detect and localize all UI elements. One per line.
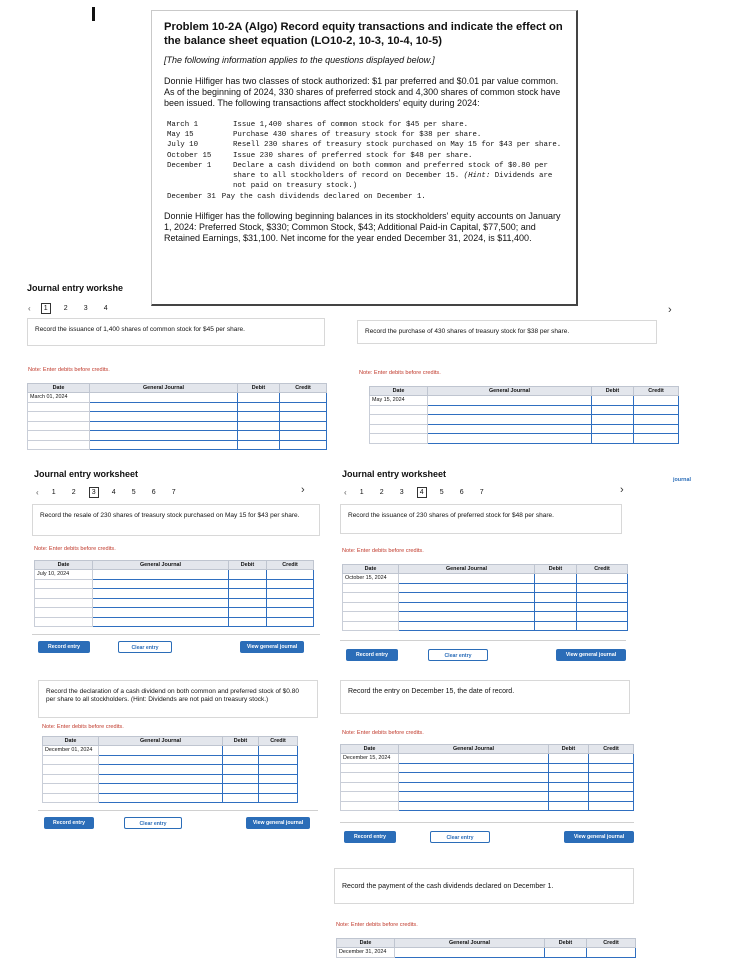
prev-arrow-icon[interactable]: ‹ xyxy=(344,488,347,497)
account-input[interactable] xyxy=(399,583,535,593)
instruction-box: Record the declaration of a cash dividend on both common and preferred stock of $0.80 per share to all stockholders. (Hint: Dividends are not paid on treasury stock.) xyxy=(38,680,318,718)
debit-input[interactable] xyxy=(223,793,259,803)
debit-input[interactable] xyxy=(229,589,267,599)
credit-input[interactable] xyxy=(577,621,628,631)
date-cell: March 01, 2024 xyxy=(28,393,90,403)
account-input[interactable] xyxy=(428,424,592,434)
page-2[interactable]: 2 xyxy=(71,489,76,496)
debit-input[interactable] xyxy=(223,765,259,775)
next-arrow-icon[interactable]: › xyxy=(668,304,672,316)
debit-input[interactable] xyxy=(535,612,577,622)
credit-input[interactable] xyxy=(280,393,327,403)
debit-input[interactable] xyxy=(549,763,589,773)
pager xyxy=(28,303,111,314)
page-3[interactable]: 3 xyxy=(83,305,88,312)
debit-input[interactable] xyxy=(535,602,577,612)
credit-input[interactable] xyxy=(577,612,628,622)
debit-input[interactable] xyxy=(229,617,267,627)
account-input[interactable] xyxy=(428,405,592,415)
credit-input[interactable] xyxy=(634,424,679,434)
debit-input[interactable] xyxy=(535,621,577,631)
worksheet-title: Journal entry workshe xyxy=(27,283,124,293)
view-general-journal-button[interactable]: View general journal xyxy=(240,641,304,653)
account-input[interactable] xyxy=(428,396,592,406)
instruction-box: Record the payment of the cash dividends declared on December 1. xyxy=(334,868,634,904)
divider xyxy=(38,810,318,811)
page-5[interactable]: 5 xyxy=(131,489,136,496)
note-text: Note: Enter debits before credits. xyxy=(342,730,424,736)
instruction-box: Record the resale of 230 shares of treasury stock purchased on May 15 for $43 per share. xyxy=(32,504,320,536)
hint-label: (Hint: xyxy=(463,172,491,181)
debit-input[interactable] xyxy=(535,574,577,584)
worksheet-title: Journal entry worksheet xyxy=(34,469,139,479)
record-entry-button[interactable]: Record entry xyxy=(344,831,396,843)
date-cell: December 15, 2024 xyxy=(341,754,399,764)
page-4[interactable]: 4 xyxy=(111,489,116,496)
journal-table: Date General Journal Debit Credit July 10, 2024 xyxy=(34,560,314,627)
journal-table: Date General Journal Debit Credit October 15, 2024 xyxy=(342,564,628,631)
credit-input[interactable] xyxy=(634,396,679,406)
debit-input[interactable] xyxy=(592,415,634,425)
credit-input[interactable] xyxy=(259,746,298,756)
credit-input[interactable] xyxy=(267,570,314,580)
page-4[interactable]: 4 xyxy=(417,487,427,498)
view-general-journal-button[interactable]: View general journal xyxy=(246,817,310,829)
debit-input[interactable] xyxy=(549,773,589,783)
account-input[interactable] xyxy=(90,393,238,403)
debit-input[interactable] xyxy=(592,405,634,415)
credit-input[interactable] xyxy=(280,440,327,450)
account-input[interactable] xyxy=(99,746,223,756)
hint-text: Dividends are not paid on treasury stock.) xyxy=(233,172,553,191)
text-cursor xyxy=(92,7,95,21)
transaction-row: October 15 Issue 230 shares of preferred stock for $48 per share. xyxy=(167,151,473,160)
instruction-box: Record the issuance of 1,400 shares of common stock for $45 per share. xyxy=(27,318,325,346)
debit-input[interactable] xyxy=(238,412,280,422)
account-input[interactable] xyxy=(428,434,592,444)
page-3[interactable]: 3 xyxy=(399,489,404,496)
date-cell: May 15, 2024 xyxy=(370,396,428,406)
date-cell: December 01, 2024 xyxy=(43,746,99,756)
credit-input[interactable] xyxy=(267,589,314,599)
divider xyxy=(32,634,320,635)
account-input[interactable] xyxy=(90,402,238,412)
page-1[interactable]: 1 xyxy=(359,489,364,496)
credit-input[interactable] xyxy=(259,784,298,794)
pager xyxy=(344,487,487,498)
transaction-row: May 15 Purchase 430 shares of treasury stock for $38 per share. xyxy=(167,130,482,139)
debit-input[interactable] xyxy=(549,801,589,811)
credit-input[interactable] xyxy=(589,792,634,802)
next-arrow-icon[interactable]: › xyxy=(301,484,305,496)
credit-input[interactable] xyxy=(267,598,314,608)
date-cell: December 31, 2024 xyxy=(337,948,395,958)
credit-input[interactable] xyxy=(589,773,634,783)
clear-entry-button[interactable]: Clear entry xyxy=(428,649,488,661)
debit-input[interactable] xyxy=(549,782,589,792)
account-input[interactable] xyxy=(428,415,592,425)
account-input[interactable] xyxy=(93,570,229,580)
credit-input[interactable] xyxy=(280,412,327,422)
note-text: Note: Enter debits before credits. xyxy=(342,548,424,554)
worksheet-4 xyxy=(336,462,636,672)
page-2[interactable]: 2 xyxy=(379,489,384,496)
transaction-row: December 1 Declare a cash dividend on both common and preferred stock of $0.80 per share to all stockholders of record on December 15. (Hint: Dividends are not paid on treasury stock.) xyxy=(167,161,553,191)
account-input[interactable] xyxy=(399,593,535,603)
debit-input[interactable] xyxy=(238,440,280,450)
debit-input[interactable] xyxy=(223,774,259,784)
account-input[interactable] xyxy=(395,948,545,958)
account-input[interactable] xyxy=(399,621,535,631)
credit-input[interactable] xyxy=(280,402,327,412)
page-6[interactable]: 6 xyxy=(459,489,464,496)
account-input[interactable] xyxy=(90,421,238,431)
journal-table: Date General Journal Debit Credit December 01, 2024 xyxy=(42,736,298,803)
account-input[interactable] xyxy=(399,792,549,802)
clear-entry-button[interactable]: Clear entry xyxy=(118,641,172,653)
instruction-box: Record the entry on December 15, the date of record. xyxy=(340,680,630,714)
journal-table: Date General Journal Debit Credit March 01, 2024 xyxy=(27,383,327,450)
pager xyxy=(36,487,179,498)
credit-input[interactable] xyxy=(259,765,298,775)
debit-input[interactable] xyxy=(229,570,267,580)
debit-input[interactable] xyxy=(238,393,280,403)
credit-input[interactable] xyxy=(267,579,314,589)
debit-input[interactable] xyxy=(592,434,634,444)
journal-table: Date General Journal Debit Credit May 15, 2024 xyxy=(369,386,679,444)
debit-input[interactable] xyxy=(545,948,587,958)
page-4[interactable]: 4 xyxy=(103,305,108,312)
credit-input[interactable] xyxy=(280,421,327,431)
account-input[interactable] xyxy=(93,608,229,618)
problem-closing: Donnie Hilfiger has the following beginning balances in its stockholders' equity accounts on January 1, 2024: Preferred Stock, $330; Common Stock, $43; Additional Paid-in Capital, $77,500; and Retained Earnings, $31,100. Net income for the year ended December 31, 2024, is $11,400. xyxy=(164,210,561,244)
credit-input[interactable] xyxy=(634,434,679,444)
account-input[interactable] xyxy=(90,431,238,441)
divider xyxy=(340,822,634,823)
record-entry-button[interactable]: Record entry xyxy=(44,817,94,829)
divider xyxy=(340,640,626,641)
debit-input[interactable] xyxy=(592,396,634,406)
account-input[interactable] xyxy=(399,602,535,612)
journal-label: journal xyxy=(673,477,691,483)
credit-input[interactable] xyxy=(259,755,298,765)
debit-input[interactable] xyxy=(549,754,589,764)
credit-input[interactable] xyxy=(589,782,634,792)
account-input[interactable] xyxy=(99,765,223,775)
prev-arrow-icon[interactable]: ‹ xyxy=(36,488,39,497)
credit-input[interactable] xyxy=(634,405,679,415)
account-input[interactable] xyxy=(399,612,535,622)
page-6[interactable]: 6 xyxy=(151,489,156,496)
transaction-row: July 10 Resell 230 shares of treasury stock purchased on May 15 for $43 per share. xyxy=(167,141,562,150)
record-entry-button[interactable]: Record entry xyxy=(38,641,90,653)
page-2[interactable]: 2 xyxy=(63,305,68,312)
note-text: Note: Enter debits before credits. xyxy=(336,922,418,928)
account-input[interactable] xyxy=(93,617,229,627)
debit-input[interactable] xyxy=(223,784,259,794)
clear-entry-button[interactable]: Clear entry xyxy=(124,817,182,829)
credit-input[interactable] xyxy=(259,793,298,803)
credit-input[interactable] xyxy=(589,801,634,811)
debit-input[interactable] xyxy=(229,608,267,618)
credit-input[interactable] xyxy=(267,608,314,618)
worksheet-5 xyxy=(38,672,324,842)
debit-input[interactable] xyxy=(223,755,259,765)
credit-input[interactable] xyxy=(577,583,628,593)
debit-input[interactable] xyxy=(238,431,280,441)
note-text: Note: Enter debits before credits. xyxy=(34,546,116,552)
page-3[interactable]: 3 xyxy=(89,487,99,498)
account-input[interactable] xyxy=(399,763,549,773)
worksheet-7 xyxy=(330,860,640,964)
account-input[interactable] xyxy=(99,793,223,803)
debit-input[interactable] xyxy=(238,402,280,412)
record-entry-button[interactable]: Record entry xyxy=(346,649,398,661)
credit-input[interactable] xyxy=(634,415,679,425)
account-input[interactable] xyxy=(399,773,549,783)
credit-input[interactable] xyxy=(577,574,628,584)
problem-intro: Donnie Hilfiger has two classes of stock authorized: $1 par preferred and $0.01 par value common. As of the beginning of 2024, 330 shares of preferred stock and 4,300 shares of common stock have been issued. The following transactions affect stockholders' equity during 2024: xyxy=(164,76,561,109)
account-input[interactable] xyxy=(399,574,535,584)
credit-input[interactable] xyxy=(589,763,634,773)
account-input[interactable] xyxy=(99,784,223,794)
account-input[interactable] xyxy=(399,801,549,811)
note-text: Note: Enter debits before credits. xyxy=(359,370,441,376)
debit-input[interactable] xyxy=(229,579,267,589)
transaction-row: December 31 Pay the cash dividends declared on December 1. xyxy=(167,192,426,201)
credit-input[interactable] xyxy=(589,754,634,764)
page-1[interactable]: 1 xyxy=(51,489,56,496)
note-text: Note: Enter debits before credits. xyxy=(42,724,124,730)
account-input[interactable] xyxy=(99,774,223,784)
credit-input[interactable] xyxy=(267,617,314,627)
next-arrow-icon[interactable]: › xyxy=(620,484,624,496)
page-7[interactable]: 7 xyxy=(171,489,176,496)
problem-panel xyxy=(151,10,578,306)
account-input[interactable] xyxy=(93,598,229,608)
worksheet-6 xyxy=(336,676,642,852)
debit-input[interactable] xyxy=(535,593,577,603)
account-input[interactable] xyxy=(399,782,549,792)
page-5[interactable]: 5 xyxy=(439,489,444,496)
note-text: Note: Enter debits before credits. xyxy=(28,367,110,373)
account-input[interactable] xyxy=(90,412,238,422)
date-cell: July 10, 2024 xyxy=(35,570,93,580)
problem-title: Problem 10-2A (Algo) Record equity transactions and indicate the effect on the balance sheet equation (LO10-2, 10-3, 10-4, 10-5) xyxy=(164,21,563,47)
account-input[interactable] xyxy=(90,440,238,450)
debit-input[interactable] xyxy=(592,424,634,434)
journal-table: Date General Journal Debit Credit December 15, 2024 xyxy=(340,744,634,811)
transaction-list xyxy=(167,120,564,202)
debit-input[interactable] xyxy=(238,421,280,431)
account-input[interactable] xyxy=(93,579,229,589)
view-general-journal-button[interactable]: View general journal xyxy=(556,649,626,661)
instruction-box: Record the purchase of 430 shares of treasury stock for $38 per share. xyxy=(357,320,657,344)
credit-input[interactable] xyxy=(577,602,628,612)
credit-input[interactable] xyxy=(259,774,298,784)
problem-note: [The following information applies to the questions displayed below.] xyxy=(164,55,435,65)
debit-input[interactable] xyxy=(549,792,589,802)
account-input[interactable] xyxy=(99,755,223,765)
page-7[interactable]: 7 xyxy=(479,489,484,496)
worksheet-3 xyxy=(30,462,322,662)
instruction-box: Record the issuance of 230 shares of preferred stock for $48 per share. xyxy=(340,504,622,534)
date-cell: October 15, 2024 xyxy=(343,574,399,584)
worksheet-title: Journal entry worksheet xyxy=(342,469,447,479)
worksheet-1 xyxy=(25,280,325,460)
credit-input[interactable] xyxy=(577,593,628,603)
view-general-journal-button[interactable]: View general journal xyxy=(564,831,634,843)
journal-table: Date General Journal Debit Credit December 31, 2024 xyxy=(336,938,636,958)
account-input[interactable] xyxy=(399,754,549,764)
page-1[interactable]: 1 xyxy=(41,303,51,314)
debit-input[interactable] xyxy=(535,583,577,593)
credit-input[interactable] xyxy=(587,948,636,958)
transaction-row: March 1 Issue 1,400 shares of common stock for $45 per share. xyxy=(167,120,469,129)
clear-entry-button[interactable]: Clear entry xyxy=(430,831,490,843)
credit-input[interactable] xyxy=(280,431,327,441)
debit-input[interactable] xyxy=(229,598,267,608)
debit-input[interactable] xyxy=(223,746,259,756)
account-input[interactable] xyxy=(93,589,229,599)
prev-arrow-icon[interactable]: ‹ xyxy=(28,304,31,313)
